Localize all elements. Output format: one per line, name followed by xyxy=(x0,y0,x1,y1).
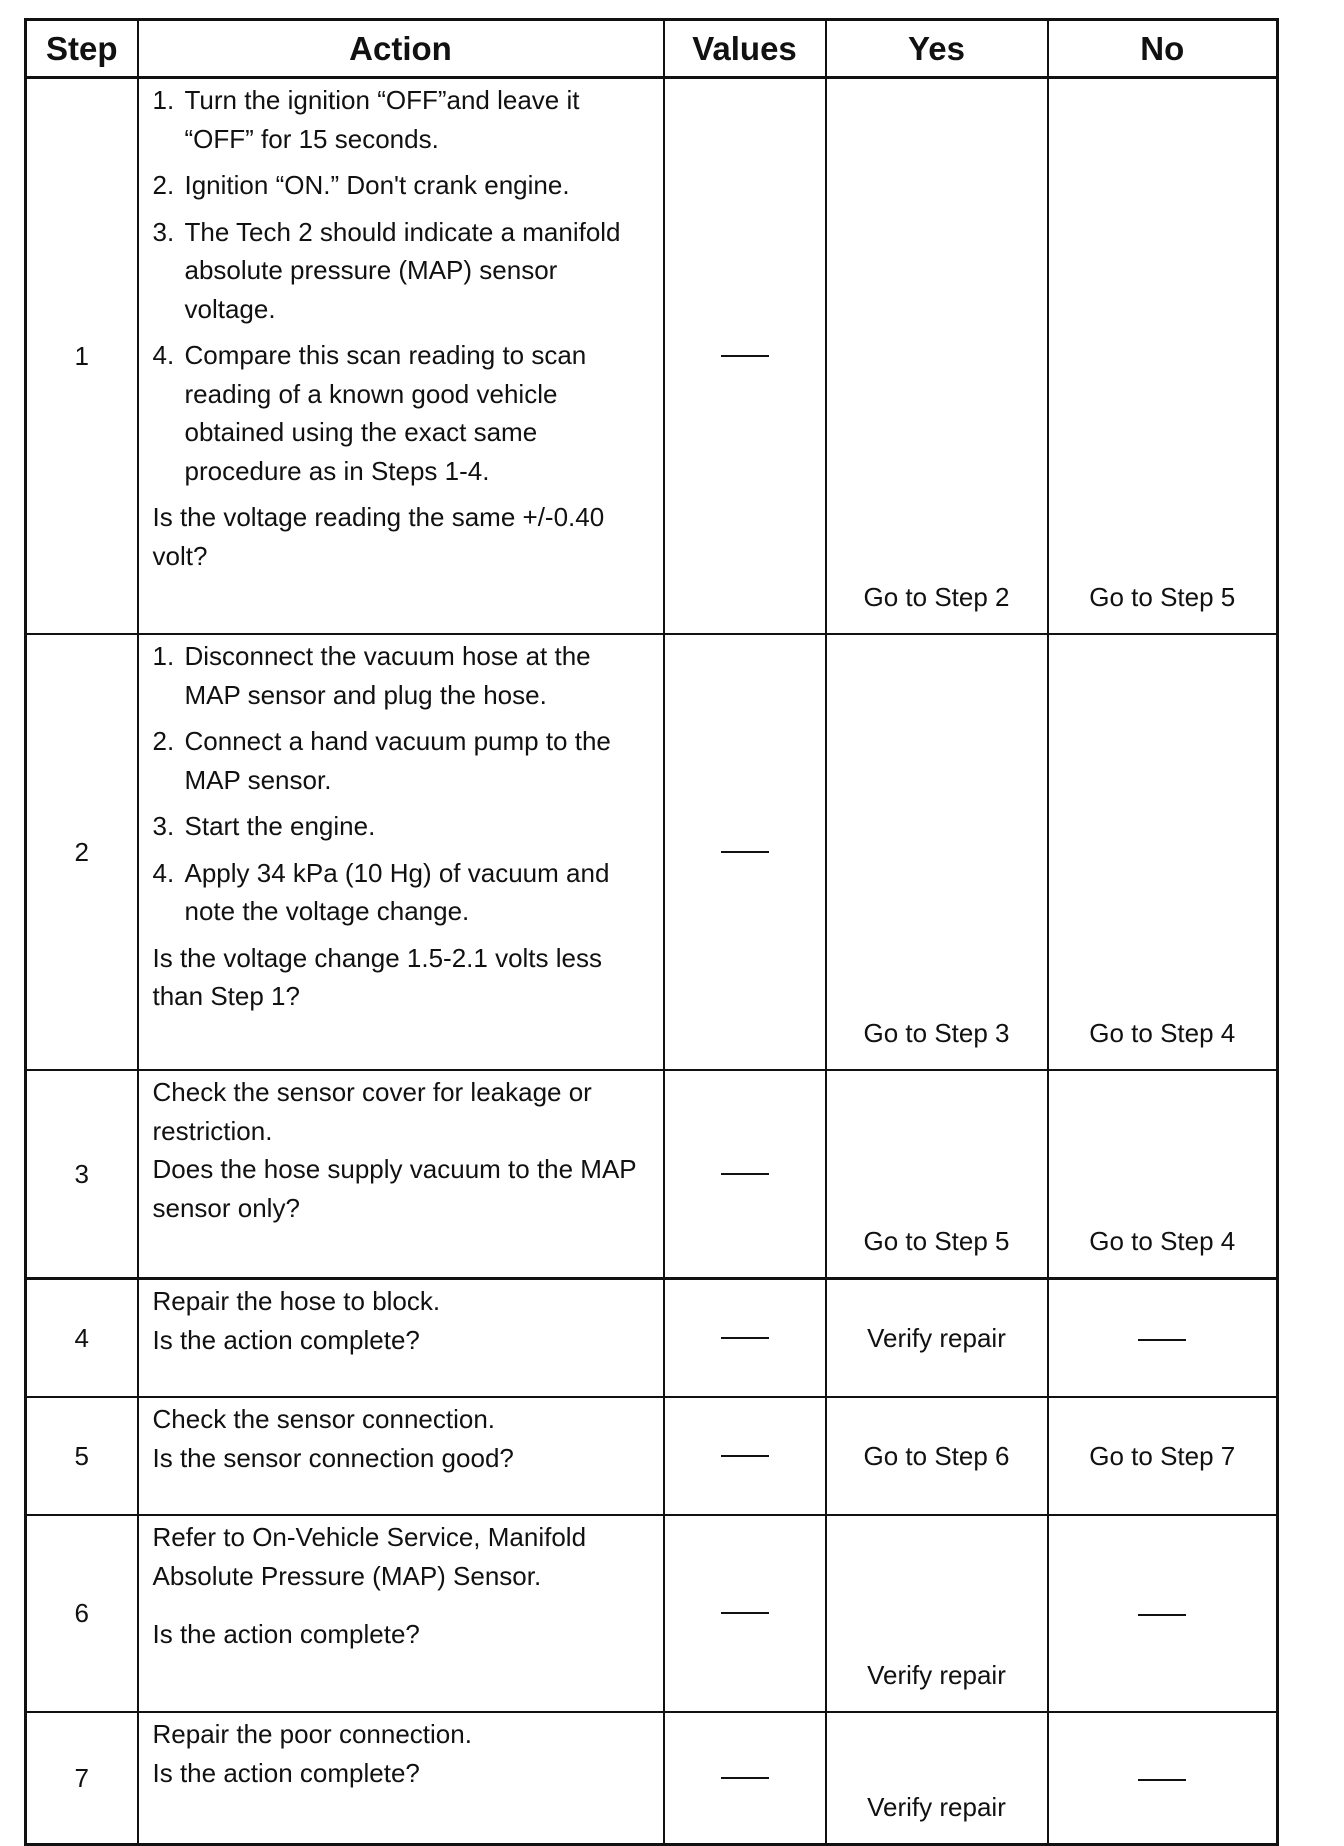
no-result: Go to Step 7 xyxy=(1048,1397,1278,1515)
action-item-number: 1. xyxy=(152,641,175,671)
values-cell xyxy=(664,1070,826,1279)
no-cell xyxy=(1048,1515,1278,1712)
table-row xyxy=(26,1397,1278,1515)
table-row xyxy=(26,634,1278,1070)
action-text: Check the sensor connection. xyxy=(152,1404,496,1434)
values-cell xyxy=(664,78,826,635)
header-action: Action xyxy=(138,20,664,78)
action-cell xyxy=(138,634,664,1070)
action-cell xyxy=(138,78,664,635)
action-question: Is the action complete? xyxy=(152,1324,420,1355)
action-list xyxy=(153,637,653,931)
action-item xyxy=(153,637,653,714)
step-number: 6 xyxy=(26,1515,138,1712)
step-number: 7 xyxy=(26,1712,138,1845)
action-item-number: 4. xyxy=(152,340,175,370)
no-result: Go to Step 4 xyxy=(1048,1070,1278,1279)
em-dash-value xyxy=(721,1173,769,1175)
action-question: Is the action complete? xyxy=(152,1619,420,1649)
step-number: 1 xyxy=(26,78,138,635)
action-item-number: 1. xyxy=(152,85,175,115)
action-text: Check the sensor cover for leakage or restriction. xyxy=(152,1077,592,1146)
action-item xyxy=(153,166,653,205)
header-step: Step xyxy=(26,20,138,78)
em-dash-value xyxy=(1138,1614,1186,1616)
action-item-text: Ignition “ON.” Don't crank engine. xyxy=(184,170,570,200)
step-number: 5 xyxy=(26,1397,138,1515)
action-item-number: 3. xyxy=(152,811,175,841)
action-item xyxy=(153,336,653,490)
action-list xyxy=(153,81,653,490)
action-item-text: The Tech 2 should indicate a manifold absolute pressure (MAP) sensor voltage. xyxy=(184,216,621,324)
action-text: Refer to On-Vehicle Service, Manifold Absolute Pressure (MAP) Sensor. xyxy=(152,1522,587,1591)
no-cell xyxy=(1048,1279,1278,1398)
action-item-number: 3. xyxy=(152,216,175,247)
action-item xyxy=(153,81,653,158)
action-item-text: Start the engine. xyxy=(184,811,376,841)
yes-result: Go to Step 6 xyxy=(826,1397,1048,1515)
action-item xyxy=(153,807,653,846)
action-text: Repair the hose to block. xyxy=(152,1286,441,1316)
action-item-number: 2. xyxy=(152,726,175,756)
action-question: Does the hose supply vacuum to the MAP sensor only? xyxy=(152,1154,637,1223)
table-row xyxy=(26,78,1278,635)
values-cell xyxy=(664,1515,826,1712)
action-item-text: Apply 34 kPa (10 Hg) of vacuum and note the voltage change. xyxy=(184,857,610,926)
action-question: Is the action complete? xyxy=(152,1757,420,1788)
action-item xyxy=(153,854,653,931)
step-number: 2 xyxy=(26,634,138,1070)
yes-result: Go to Step 2 xyxy=(826,78,1048,635)
action-item-text: Connect a hand vacuum pump to the MAP sensor. xyxy=(184,726,611,795)
yes-result: Verify repair xyxy=(826,1279,1048,1398)
header-yes: Yes xyxy=(826,20,1048,78)
em-dash-value xyxy=(721,1777,769,1779)
action-item-text: Disconnect the vacuum hose at the MAP sensor and plug the hose. xyxy=(184,641,591,710)
action-cell xyxy=(138,1279,664,1398)
yes-result: Verify repair xyxy=(826,1515,1048,1712)
step-number: 3 xyxy=(26,1070,138,1279)
action-question: Is the sensor connection good? xyxy=(152,1442,514,1473)
yes-result: Go to Step 5 xyxy=(826,1070,1048,1279)
em-dash-value xyxy=(721,1455,769,1457)
header-values: Values xyxy=(664,20,826,78)
table-row xyxy=(26,1515,1278,1712)
yes-result: Go to Step 3 xyxy=(826,634,1048,1070)
action-item xyxy=(153,722,653,799)
header-row xyxy=(26,20,1278,78)
diagnostic-procedure-table xyxy=(24,18,1279,1846)
step-number: 4 xyxy=(26,1279,138,1398)
action-item-text: Compare this scan reading to scan reading of a known good vehicle obtained using the exact same procedure as in Steps 1-4. xyxy=(184,340,587,486)
values-cell xyxy=(664,1279,826,1398)
action-text: Repair the poor connection. xyxy=(152,1719,472,1749)
table-row xyxy=(26,1070,1278,1279)
values-cell xyxy=(664,1712,826,1845)
action-item-text: Turn the ignition “OFF”and leave it “OFF” for 15 seconds. xyxy=(184,85,580,154)
em-dash-value xyxy=(721,1337,769,1339)
yes-result: Verify repair xyxy=(826,1712,1048,1845)
action-cell xyxy=(138,1712,664,1845)
em-dash-value xyxy=(721,1612,769,1614)
table-row xyxy=(26,1712,1278,1845)
action-cell xyxy=(138,1397,664,1515)
em-dash-value xyxy=(1138,1779,1186,1781)
no-result: Go to Step 5 xyxy=(1048,78,1278,635)
action-question: Is the voltage change 1.5-2.1 volts less than Step 1? xyxy=(152,942,602,1011)
em-dash-value xyxy=(721,355,769,357)
action-item-number: 2. xyxy=(152,170,175,200)
table-row xyxy=(26,1279,1278,1398)
values-cell xyxy=(664,1397,826,1515)
spacer xyxy=(153,1595,653,1615)
action-cell xyxy=(138,1070,664,1279)
action-item xyxy=(153,213,653,329)
no-cell xyxy=(1048,1712,1278,1845)
no-result: Go to Step 4 xyxy=(1048,634,1278,1070)
action-item-number: 4. xyxy=(152,857,175,888)
action-cell xyxy=(138,1515,664,1712)
em-dash-value xyxy=(721,851,769,853)
action-question: Is the voltage reading the same +/-0.40 volt? xyxy=(152,502,605,571)
em-dash-value xyxy=(1138,1339,1186,1341)
values-cell xyxy=(664,634,826,1070)
header-no: No xyxy=(1048,20,1278,78)
